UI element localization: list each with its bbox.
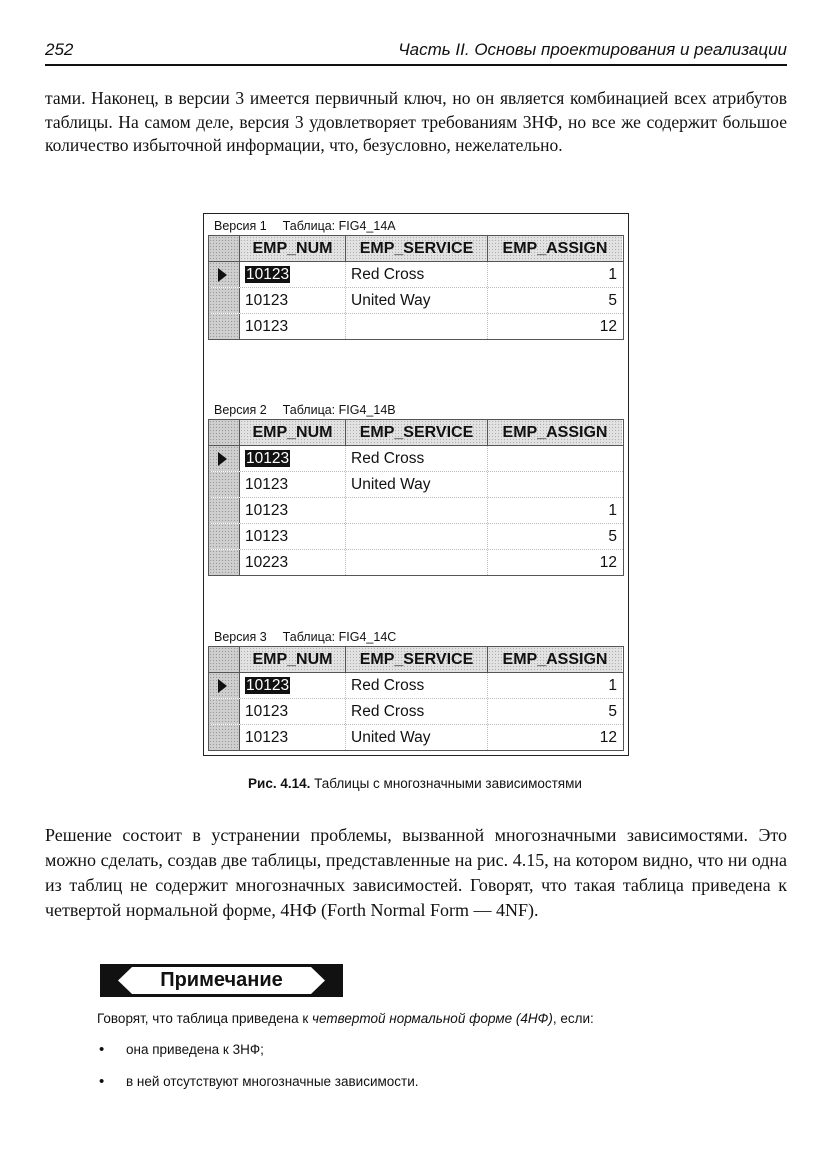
table-row[interactable] <box>209 725 623 750</box>
version-block <box>208 629 624 751</box>
table-cell[interactable] <box>346 262 488 287</box>
cell-value: Red Cross <box>351 266 425 283</box>
cell-value: 10123 <box>246 677 290 694</box>
table-row[interactable] <box>209 524 623 550</box>
current-row-arrow-icon <box>218 268 227 282</box>
table-name: Таблица: FIG4_14C <box>282 630 397 644</box>
note-title: Примечание <box>160 969 283 991</box>
table-row[interactable] <box>209 262 623 288</box>
row-selector[interactable] <box>209 550 240 575</box>
cell-value: 5 <box>608 703 617 720</box>
column-header[interactable]: EMP_ASSIGN <box>488 647 622 672</box>
cell-value: 1 <box>608 502 617 519</box>
select-all-corner[interactable] <box>209 420 240 445</box>
cell-value: United Way <box>351 292 431 309</box>
table-name: Таблица: FIG4_14A <box>282 219 396 233</box>
table-cell[interactable] <box>240 725 346 750</box>
list-item: • в ней отсутствуют многозначные зависимости. <box>97 1074 419 1106</box>
table-row[interactable] <box>209 699 623 725</box>
cell-value: 5 <box>608 292 617 309</box>
table-cell[interactable] <box>488 314 622 339</box>
table-cell[interactable] <box>240 472 346 497</box>
note-bullet-list <box>97 1042 419 1106</box>
table-row[interactable] <box>209 314 623 339</box>
cell-value: 10123 <box>246 450 290 467</box>
cell-value: United Way <box>351 476 431 493</box>
column-header[interactable]: EMP_SERVICE <box>346 236 488 261</box>
cell-value: 10123 <box>245 318 289 335</box>
table-cell[interactable] <box>346 725 488 750</box>
version-caption <box>208 218 624 235</box>
table-cell[interactable] <box>240 314 346 339</box>
table-cell[interactable] <box>488 446 622 471</box>
note-intro-after: , если: <box>552 1011 594 1026</box>
table-cell[interactable] <box>346 550 488 575</box>
version-caption <box>208 402 624 419</box>
row-selector[interactable] <box>209 725 240 750</box>
table-cell[interactable] <box>240 699 346 724</box>
cell-value: 1 <box>608 677 617 694</box>
figure-tables <box>203 213 629 756</box>
row-selector[interactable] <box>209 314 240 339</box>
column-header[interactable]: EMP_SERVICE <box>346 420 488 445</box>
table-cell[interactable] <box>240 288 346 313</box>
table-cell[interactable] <box>488 673 622 698</box>
select-all-corner[interactable] <box>209 647 240 672</box>
note-intro-before: Говорят, что таблица приведена к <box>97 1011 313 1026</box>
caption-text: Таблицы с многозначными зависимостями <box>314 776 582 791</box>
table-cell[interactable] <box>346 699 488 724</box>
table-cell[interactable] <box>346 472 488 497</box>
cell-value: 10123 <box>245 476 289 493</box>
table-cell[interactable] <box>346 673 488 698</box>
chapter-title: Часть II. Основы проектирования и реализации <box>398 40 787 59</box>
row-selector[interactable] <box>209 524 240 549</box>
cell-value: 12 <box>599 729 617 746</box>
table-cell[interactable] <box>240 262 346 287</box>
cell-value: 10123 <box>245 502 289 519</box>
figure-caption <box>203 776 627 791</box>
table-cell[interactable] <box>346 314 488 339</box>
caption-label: Рис. 4.14. <box>248 776 311 791</box>
table-cell[interactable] <box>488 288 622 313</box>
column-header[interactable]: EMP_NUM <box>240 236 346 261</box>
table-name: Таблица: FIG4_14B <box>282 403 396 417</box>
page-header <box>45 40 787 66</box>
body-paragraph-2: Решение состоит в устранении проблемы, вызванной многозначными зависимостями. Это можно сделать, создав две таблицы, представленные на рис. 4.15, на котором видно, что ни одна из таблиц не содержит многозначных зависимостей. Говорят, что такая таблица приведена к четвертой нормальной форме, 4НФ (Forth Normal Form — 4NF). <box>45 825 787 920</box>
table-row[interactable] <box>209 472 623 498</box>
table-cell[interactable] <box>240 446 346 471</box>
cell-value: Red Cross <box>351 677 425 694</box>
note-banner <box>100 964 343 997</box>
table-cell[interactable] <box>488 472 622 497</box>
header-row <box>209 647 623 673</box>
version-block <box>208 218 624 340</box>
page-number: 252 <box>45 40 74 59</box>
table-cell[interactable] <box>488 262 622 287</box>
cell-value: 10123 <box>245 528 289 545</box>
column-header[interactable]: EMP_SERVICE <box>346 647 488 672</box>
cell-value: 10123 <box>245 729 289 746</box>
table-cell[interactable] <box>240 673 346 698</box>
column-header[interactable]: EMP_ASSIGN <box>488 420 622 445</box>
version-label: Версия 3 <box>214 630 267 644</box>
datasheet-grid <box>208 419 624 576</box>
cell-value: 5 <box>608 528 617 545</box>
table-cell[interactable] <box>488 725 622 750</box>
cell-value: United Way <box>351 729 431 746</box>
cell-value: Red Cross <box>351 450 425 467</box>
table-cell[interactable] <box>240 524 346 549</box>
cell-value: 10123 <box>246 266 290 283</box>
cell-value: 10123 <box>245 703 289 720</box>
column-header[interactable]: EMP_NUM <box>240 420 346 445</box>
table-row[interactable] <box>209 446 623 472</box>
table-cell[interactable] <box>488 550 622 575</box>
row-selector[interactable] <box>209 673 240 698</box>
table-row[interactable] <box>209 498 623 524</box>
list-item: • она приведена к 3НФ; <box>97 1042 419 1074</box>
cell-value: 1 <box>608 266 617 283</box>
version-label: Версия 2 <box>214 403 267 417</box>
datasheet-grid <box>208 646 624 751</box>
cell-value: 10123 <box>245 292 289 309</box>
header-row <box>209 236 623 262</box>
table-row[interactable] <box>209 550 623 575</box>
table-cell[interactable] <box>488 699 622 724</box>
table-cell[interactable] <box>346 446 488 471</box>
datasheet-grid <box>208 235 624 340</box>
row-selector[interactable] <box>209 472 240 497</box>
row-selector[interactable] <box>209 262 240 287</box>
table-cell[interactable] <box>240 498 346 523</box>
note-intro <box>97 1011 594 1026</box>
table-row[interactable] <box>209 673 623 699</box>
row-selector[interactable] <box>209 288 240 313</box>
note-intro-italic: четвертой нормальной форме (4НФ) <box>312 1011 553 1026</box>
column-header[interactable]: EMP_NUM <box>240 647 346 672</box>
version-block <box>208 402 624 576</box>
row-selector[interactable] <box>209 498 240 523</box>
table-cell[interactable] <box>346 524 488 549</box>
select-all-corner[interactable] <box>209 236 240 261</box>
table-cell[interactable] <box>240 550 346 575</box>
cell-value: 12 <box>599 318 617 335</box>
row-selector[interactable] <box>209 446 240 471</box>
current-row-arrow-icon <box>218 679 227 693</box>
cell-value: 12 <box>599 554 617 571</box>
column-header[interactable]: EMP_ASSIGN <box>488 236 622 261</box>
table-cell[interactable] <box>346 288 488 313</box>
cell-value: 10223 <box>245 554 289 571</box>
table-row[interactable] <box>209 288 623 314</box>
row-selector[interactable] <box>209 699 240 724</box>
current-row-arrow-icon <box>218 452 227 466</box>
version-caption <box>208 629 624 646</box>
header-row <box>209 420 623 446</box>
table-cell[interactable] <box>488 524 622 549</box>
version-label: Версия 1 <box>214 219 267 233</box>
cell-value: Red Cross <box>351 703 425 720</box>
table-cell[interactable] <box>488 498 622 523</box>
table-cell[interactable] <box>346 498 488 523</box>
body-paragraph-1: тами. Наконец, в версии 3 имеется первичный ключ, но он является комбинацией всех атрибутов таблицы. На самом деле, версия 3 удовлетворяет требованиям 3НФ, но все же содержит большое количество избыточной информации, что, безусловно, нежелательно. <box>45 88 787 155</box>
